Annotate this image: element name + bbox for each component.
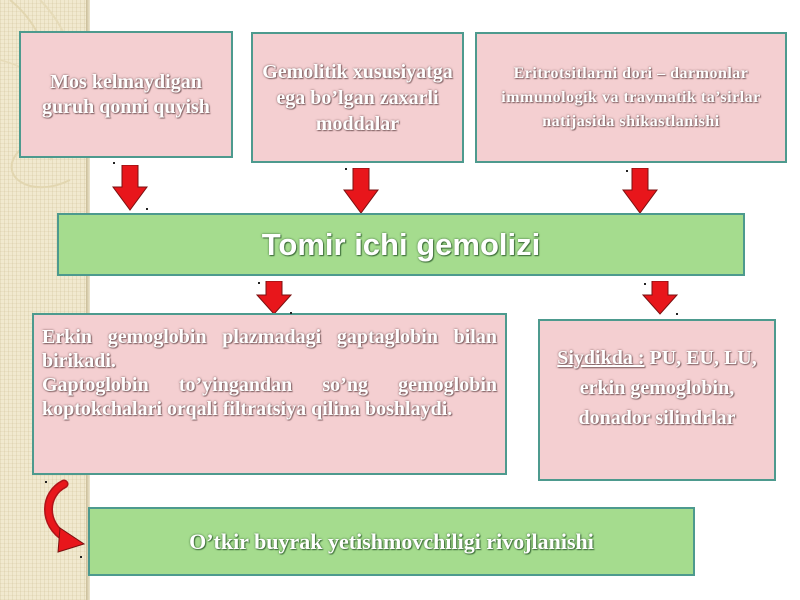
decorative-dot [45,481,47,483]
arrow-down-icon [622,168,658,214]
decorative-dot [80,556,82,558]
curved-arrow-icon [36,478,92,558]
outcome-box [88,507,695,576]
outcome-text: O’tkir buyrak yetishmovchiligi rivojlanishi [189,528,594,554]
decorative-dot [626,170,628,172]
decorative-dot [290,312,292,314]
decorative-dot [113,162,115,164]
arrow-down-icon [112,165,148,211]
decorative-dot [345,168,347,170]
decorative-dot [258,282,260,284]
arrow-down-icon [256,281,292,315]
mechanism-description-box [32,313,507,475]
decorative-dot [644,283,646,285]
urine-findings-text: PU, EU, LU, erkin gemoglobin, donador silindrlar [578,347,757,429]
decorative-dot [676,313,678,315]
mechanism-text-1: Erkin gemoglobin plazmadagi gaptaglobin bilan birikadi. [42,326,497,372]
main-process-title: Tomir ichi gemolizi [261,226,541,262]
arrow-down-icon [642,281,678,315]
cause-box-blood-transfusion [19,31,233,158]
cause-box-toxic-substances [251,32,464,163]
cause-box-erythrocyte-damage [475,32,787,163]
urine-label: Siydikda : [557,347,645,369]
cause-text: Eritrotsitlarni dori – darmonlar immunologik va travmatik ta’sirlar natijasida shikastlanishi [501,64,761,130]
arrow-down-icon [343,168,379,214]
urine-findings-box [538,319,776,481]
cause-text: Mos kelmaydigan guruh qonni quyish [42,70,210,118]
main-process-box [57,213,745,276]
cause-text: Gemolitik xususiyatga ega bo’lgan zaxarli moddalar [262,60,453,135]
mechanism-text-2: Gaptoglobin to’yingandan so’ng gemoglobin koptokchalari orqali filtratsiya qilina boshlaydi. [42,374,497,420]
decorative-dot [146,208,148,210]
